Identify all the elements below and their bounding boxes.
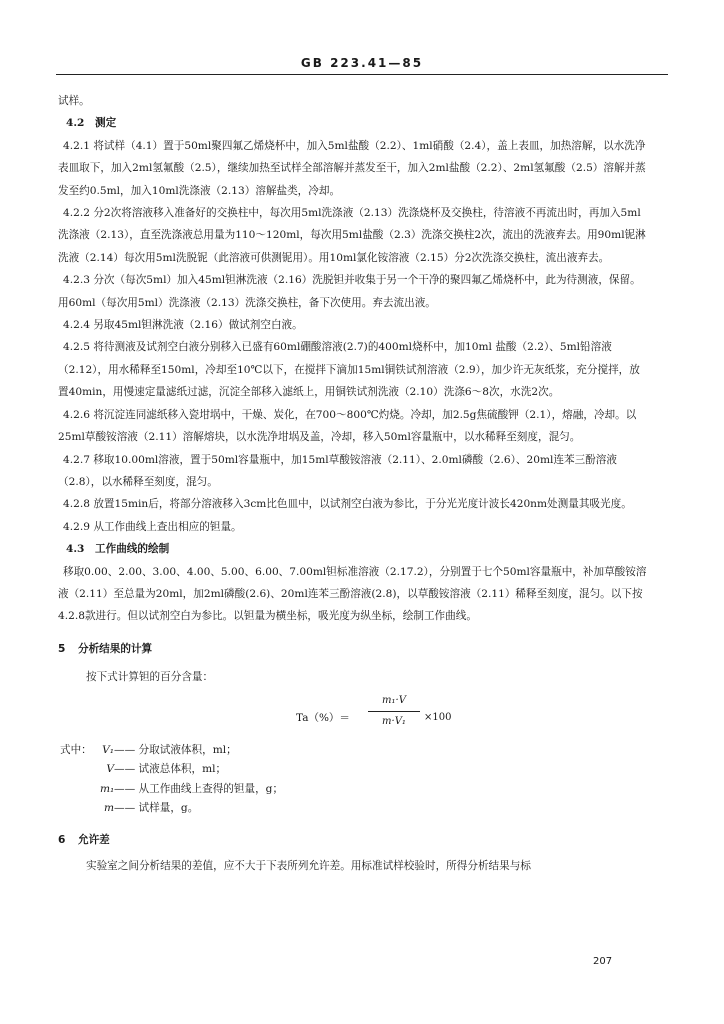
fraction-bar: [368, 711, 420, 712]
paragraph-4-2-2: 4.2.2 分2次将溶液移入准备好的交换柱中，每次用5ml洗涤液（2.13）洗涤烧杯及交换柱，待溶液不再流出时，再加入5ml洗涤液（2.13），直至洗涤液总用量为110～120ml，每次用5ml盐酸（2.3）洗涤交换柱2次，流出的洗液弃去。用90ml铌淋洗液（2.14）每次用5ml洗脱铌（此溶液可供测铌用）。用10ml氯化铵溶液（2.15）分2次洗涤交换柱，流出液弃去。: [58, 207, 646, 264]
section-heading-4-3: 4.3 工作曲线的绘制: [66, 543, 170, 556]
paragraph-4-2-3: 4.2.3 分次（每次5ml）加入45ml钽淋洗液（2.16）洗脱钽并收集于另一个干净的聚四氟乙烯烧杯中，此为待测液，保留。用60ml（每次用5ml）洗涤液（2.13）洗涤交换柱，备下次使用。弃去流出液。: [58, 274, 641, 309]
variable-symbol: m₁: [100, 782, 115, 795]
formula-fraction: [368, 693, 420, 730]
variable-row: [60, 799, 648, 819]
paragraph-4-3-body: 移取0.00、2.00、3.00、4.00、5.00、6.00、7.00ml钽标准溶液（2.17.2），分别置于七个50ml容量瓶中，补加草酸铵溶液（2.11）至总量为20ml，加2ml磷酸(2.6)、20ml连苯三酚溶液(2.8)，以草酸铵溶液（2.11）稀释至刻度，混匀。以下按4.2.8款进行。但以试剂空白为参比。以钽量为横坐标，吸光度为纵坐标，绘制工作曲线。: [58, 565, 647, 623]
formula-intro: 按下式计算钽的百分含量：: [86, 671, 214, 684]
section-title: 允许差: [78, 833, 110, 846]
formula-numerator: m₁·V: [382, 694, 406, 706]
variable-text: —— 试样量，g。: [114, 802, 199, 815]
paragraph-4-2-6: 4.2.6 将沉淀连同滤纸移入瓷坩埚中，干燥、炭化，在700～800℃灼烧。冷却，加2.5g焦硫酸钾（2.1），熔融，冷却。以25ml草酸铵溶液（2.11）溶解熔块，以水洗净坩埚及盖，冷却，移入50ml容量瓶中，以水稀释至刻度，混匀。: [58, 408, 637, 444]
section-number: 6: [58, 833, 66, 846]
variable-symbol: m: [103, 802, 114, 815]
page-number: 207: [593, 956, 613, 967]
section-heading-4-2: 4.2 测定: [66, 117, 117, 130]
formula-lhs: Ta（%）＝: [296, 711, 350, 724]
variable-row: [60, 741, 648, 761]
paragraph-4-2-9: 4.2.9 从工作曲线上查出相应的钽量。: [63, 520, 242, 533]
document-body: [58, 90, 648, 877]
standard-code-header: GB 223.41—85: [300, 56, 424, 70]
paragraph-4-2-8: 4.2.8 放置15min后，将部分溶液移入3cm比色皿中，以试剂空白液为参比，于分光光度计波长420nm处测量其吸光度。: [63, 498, 632, 511]
variable-symbol: V₁: [102, 743, 114, 756]
paragraph-4-2-1: 4.2.1 将试样（4.1）置于50ml聚四氟乙烯烧杯中，加入5ml盐酸（2.2）、1ml硝酸（2.4），盖上表皿，加热溶解，以水洗净表皿取下，加入2ml氢氟酸（2.5），继续加热至试样全部溶解并蒸发至干，加入2ml盐酸（2.2）、2ml氢氟酸（2.5）溶解并蒸发至约0.5ml，加入10ml洗涤液（2.13）溶解盐类，冷却。: [58, 139, 646, 197]
variable-text: —— 试液总体积，ml；: [114, 763, 227, 776]
variable-definitions: [58, 741, 648, 819]
section-heading-5: [58, 638, 648, 660]
paragraph-4-2-7: 4.2.7 移取10.00ml溶液，置于50ml容量瓶中，加15ml草酸铵溶液（2.11）、2.0ml磷酸（2.6）、20ml连苯三酚溶液（2.8），以水稀释至刻度，混匀。: [58, 453, 617, 488]
paragraph-4-2-5: 4.2.5 将待测液及试剂空白液分别移入已盛有60ml硼酸溶液(2.7)的400ml烧杯中，加10ml 盐酸（2.2）、5ml铅溶液（2.12），用水稀释至150ml，冷却至10℃以下，在搅拌下滴加15ml铜铁试剂溶液（2.9），加少许无灰纸浆，充分搅拌，放置40min，用慢速定量滤纸过滤，沉淀全部移入滤纸上，用铜铁试剂洗液（2.10）洗涤6～8次，水洗2次。: [58, 341, 640, 399]
variable-text: —— 从工作曲线上查得的钽量，g；: [114, 782, 284, 795]
section-heading-6: [58, 829, 648, 851]
formula-rhs: ×100: [424, 711, 452, 723]
paragraph-6-body: 实验室之间分析结果的差值，应不大于下表所列允许差。用标准试样校验时，所得分析结果与标: [86, 859, 531, 872]
where-label: 式中：: [60, 743, 92, 756]
section-title: 分析结果的计算: [78, 642, 153, 655]
paragraph-4-2-4: 4.2.4 另取45ml钽淋洗液（2.16）做试剂空白液。: [63, 319, 303, 332]
variable-text: —— 分取试液体积，ml；: [114, 743, 237, 756]
paragraph-continuation: 试样。: [58, 95, 90, 107]
formula-denominator: m·V₁: [382, 715, 406, 727]
header-rule: [56, 74, 668, 75]
formula: [58, 693, 648, 741]
variable-symbol: V: [106, 763, 114, 776]
variable-row: [60, 780, 648, 800]
section-number: 5: [58, 642, 66, 655]
variable-row: [60, 760, 648, 780]
